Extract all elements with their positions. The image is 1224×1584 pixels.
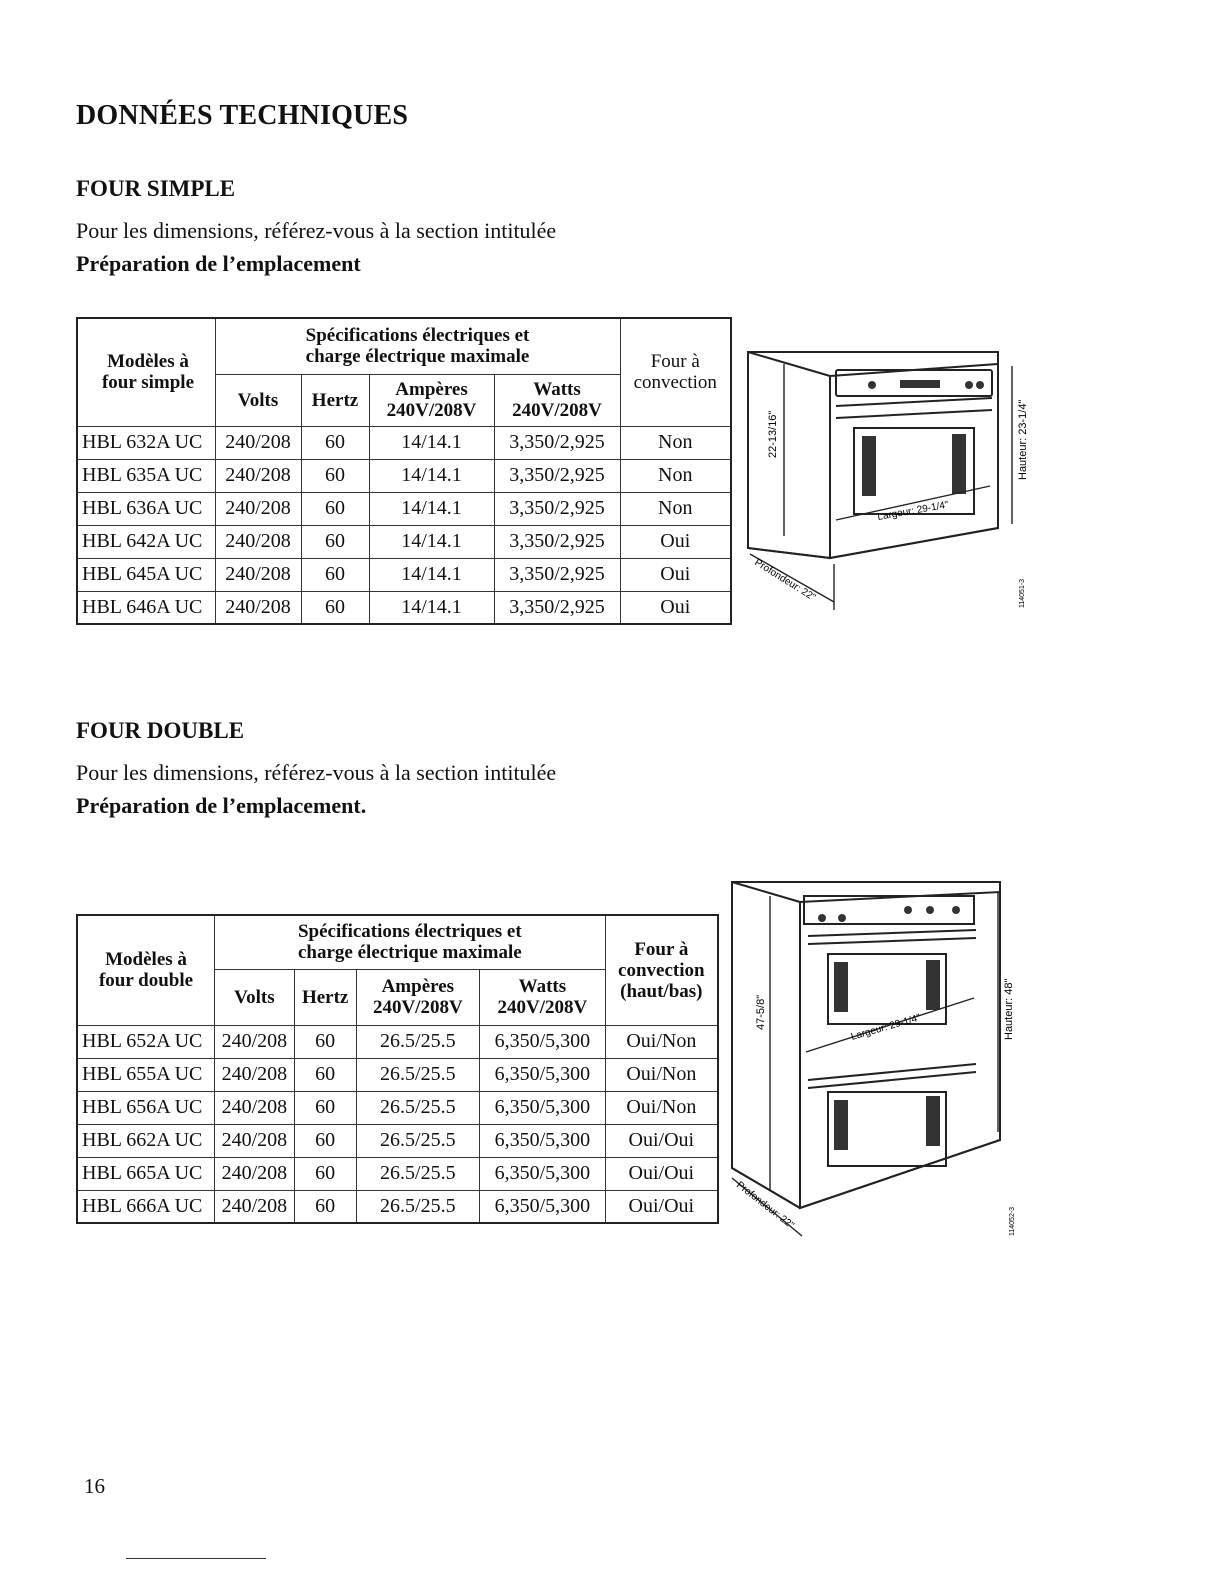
volts-cell: 240/208 xyxy=(215,591,301,624)
spec-table-double xyxy=(76,914,719,1224)
hertz-cell: 60 xyxy=(301,558,369,591)
watts-cell: 3,350/2,925 xyxy=(494,426,620,459)
hertz-cell: 60 xyxy=(294,1091,356,1124)
amps-cell: 14/14.1 xyxy=(369,459,494,492)
watts-cell: 3,350/2,925 xyxy=(494,525,620,558)
model-cell: HBL 655A UC xyxy=(77,1058,215,1091)
convection-cell: Oui xyxy=(620,558,731,591)
hertz-cell: 60 xyxy=(294,1190,356,1223)
convection-cell: Oui xyxy=(620,591,731,624)
model-cell: HBL 656A UC xyxy=(77,1091,215,1124)
table-row xyxy=(77,492,731,525)
watts-cell: 3,350/2,925 xyxy=(494,492,620,525)
hertz-cell: 60 xyxy=(301,492,369,525)
spec-header: Spécifications électriques et charge électrique maximale xyxy=(215,915,606,969)
depth-label: Profondeur: 22" xyxy=(734,1179,796,1232)
convection-cell: Oui/Oui xyxy=(605,1157,718,1190)
table-row xyxy=(77,591,731,624)
convection-cell: Non xyxy=(620,426,731,459)
convection-cell: Oui/Non xyxy=(605,1058,718,1091)
table-row xyxy=(77,558,731,591)
convection-cell: Oui/Oui xyxy=(605,1190,718,1223)
width-label: Largeur: 29-1/4" xyxy=(876,499,950,523)
volts-cell: 240/208 xyxy=(215,1091,295,1124)
depth-label: Profondeur: 22" xyxy=(752,557,818,604)
model-cell: HBL 665A UC xyxy=(77,1157,215,1190)
table-row xyxy=(77,525,731,558)
table-row xyxy=(77,1025,718,1058)
model-cell: HBL 632A UC xyxy=(77,426,215,459)
hertz-header: Hertz xyxy=(294,969,356,1025)
watts-cell: 6,350/5,300 xyxy=(480,1190,606,1223)
hertz-cell: 60 xyxy=(294,1124,356,1157)
table-row xyxy=(77,1157,718,1190)
page-title: DONNÉES TECHNIQUES xyxy=(76,100,409,131)
models-header: Modèles à four simple xyxy=(77,318,215,426)
model-cell: HBL 636A UC xyxy=(77,492,215,525)
amps-cell: 14/14.1 xyxy=(369,426,494,459)
watts-header: Watts 240V/208V xyxy=(494,374,620,426)
volts-cell: 240/208 xyxy=(215,1025,295,1058)
convection-header: Four à convection (haut/bas) xyxy=(605,915,718,1025)
single-oven-diagram xyxy=(740,340,1040,620)
model-cell: HBL 662A UC xyxy=(77,1124,215,1157)
watts-cell: 3,350/2,925 xyxy=(494,459,620,492)
hertz-cell: 60 xyxy=(294,1025,356,1058)
inner-height-label: 47-5/8" xyxy=(755,994,767,1030)
model-cell: HBL 666A UC xyxy=(77,1190,215,1223)
amps-header: Ampères 240V/208V xyxy=(356,969,480,1025)
volts-header: Volts xyxy=(215,969,295,1025)
section-heading-simple: FOUR SIMPLE xyxy=(76,176,236,201)
watts-cell: 6,350/5,300 xyxy=(480,1091,606,1124)
footer-rule xyxy=(126,1558,266,1559)
model-cell: HBL 645A UC xyxy=(77,558,215,591)
volts-cell: 240/208 xyxy=(215,558,301,591)
hertz-cell: 60 xyxy=(294,1058,356,1091)
hertz-cell: 60 xyxy=(301,591,369,624)
table-row xyxy=(77,426,731,459)
convection-header: Four à convection xyxy=(620,318,731,426)
intro-double xyxy=(76,756,556,822)
spec-header: Spécifications électriques et charge électrique maximale xyxy=(215,318,620,374)
intro-bold: Préparation de l’emplacement. xyxy=(76,793,367,818)
intro-text: Pour les dimensions, référez-vous à la section intitulée xyxy=(76,218,557,243)
volts-cell: 240/208 xyxy=(215,1058,295,1091)
spec-table-simple xyxy=(76,317,732,625)
height-label: Hauteur: 48" xyxy=(1003,978,1015,1040)
amps-cell: 14/14.1 xyxy=(369,591,494,624)
convection-cell: Oui xyxy=(620,525,731,558)
figure-ref: 114052-3 xyxy=(1009,1206,1016,1236)
amps-cell: 26.5/25.5 xyxy=(356,1091,480,1124)
volts-cell: 240/208 xyxy=(215,1124,295,1157)
hertz-cell: 60 xyxy=(294,1157,356,1190)
page-number: 16 xyxy=(84,1474,105,1498)
model-cell: HBL 642A UC xyxy=(77,525,215,558)
convection-cell: Oui/Oui xyxy=(605,1124,718,1157)
volts-cell: 240/208 xyxy=(215,426,301,459)
watts-cell: 3,350/2,925 xyxy=(494,591,620,624)
hertz-cell: 60 xyxy=(301,426,369,459)
amps-header: Ampères 240V/208V xyxy=(369,374,494,426)
model-cell: HBL 646A UC xyxy=(77,591,215,624)
watts-header: Watts 240V/208V xyxy=(480,969,606,1025)
models-header: Modèles à four double xyxy=(77,915,215,1025)
volts-header: Volts xyxy=(215,374,301,426)
amps-cell: 26.5/25.5 xyxy=(356,1124,480,1157)
hertz-cell: 60 xyxy=(301,525,369,558)
amps-cell: 26.5/25.5 xyxy=(356,1190,480,1223)
volts-cell: 240/208 xyxy=(215,492,301,525)
intro-bold: Préparation de l’emplacement xyxy=(76,251,361,276)
intro-text: Pour les dimensions, référez-vous à la section intitulée xyxy=(76,760,557,785)
convection-cell: Oui/Non xyxy=(605,1025,718,1058)
convection-cell: Non xyxy=(620,492,731,525)
intro-simple xyxy=(76,214,556,280)
amps-cell: 14/14.1 xyxy=(369,558,494,591)
convection-cell: Non xyxy=(620,459,731,492)
volts-cell: 240/208 xyxy=(215,459,301,492)
hertz-cell: 60 xyxy=(301,459,369,492)
model-cell: HBL 652A UC xyxy=(77,1025,215,1058)
double-oven-diagram xyxy=(724,872,1034,1244)
amps-cell: 14/14.1 xyxy=(369,525,494,558)
watts-cell: 6,350/5,300 xyxy=(480,1157,606,1190)
amps-cell: 14/14.1 xyxy=(369,492,494,525)
amps-cell: 26.5/25.5 xyxy=(356,1058,480,1091)
watts-cell: 3,350/2,925 xyxy=(494,558,620,591)
watts-cell: 6,350/5,300 xyxy=(480,1058,606,1091)
section-heading-double: FOUR DOUBLE xyxy=(76,718,245,743)
figure-ref: 114051-3 xyxy=(1019,578,1026,608)
table-row xyxy=(77,1124,718,1157)
hertz-header: Hertz xyxy=(301,374,369,426)
inner-height-label: 22-13/16" xyxy=(767,410,779,458)
watts-cell: 6,350/5,300 xyxy=(480,1124,606,1157)
watts-cell: 6,350/5,300 xyxy=(480,1025,606,1058)
model-cell: HBL 635A UC xyxy=(77,459,215,492)
table-row xyxy=(77,1091,718,1124)
convection-cell: Oui/Non xyxy=(605,1091,718,1124)
height-label: Hauteur: 23-1/4" xyxy=(1017,399,1029,480)
amps-cell: 26.5/25.5 xyxy=(356,1025,480,1058)
amps-cell: 26.5/25.5 xyxy=(356,1157,480,1190)
volts-cell: 240/208 xyxy=(215,525,301,558)
table-row xyxy=(77,459,731,492)
table-row xyxy=(77,1058,718,1091)
volts-cell: 240/208 xyxy=(215,1190,295,1223)
volts-cell: 240/208 xyxy=(215,1157,295,1190)
width-label: Largeur: 29-1/4" xyxy=(849,1012,922,1043)
table-row xyxy=(77,1190,718,1223)
